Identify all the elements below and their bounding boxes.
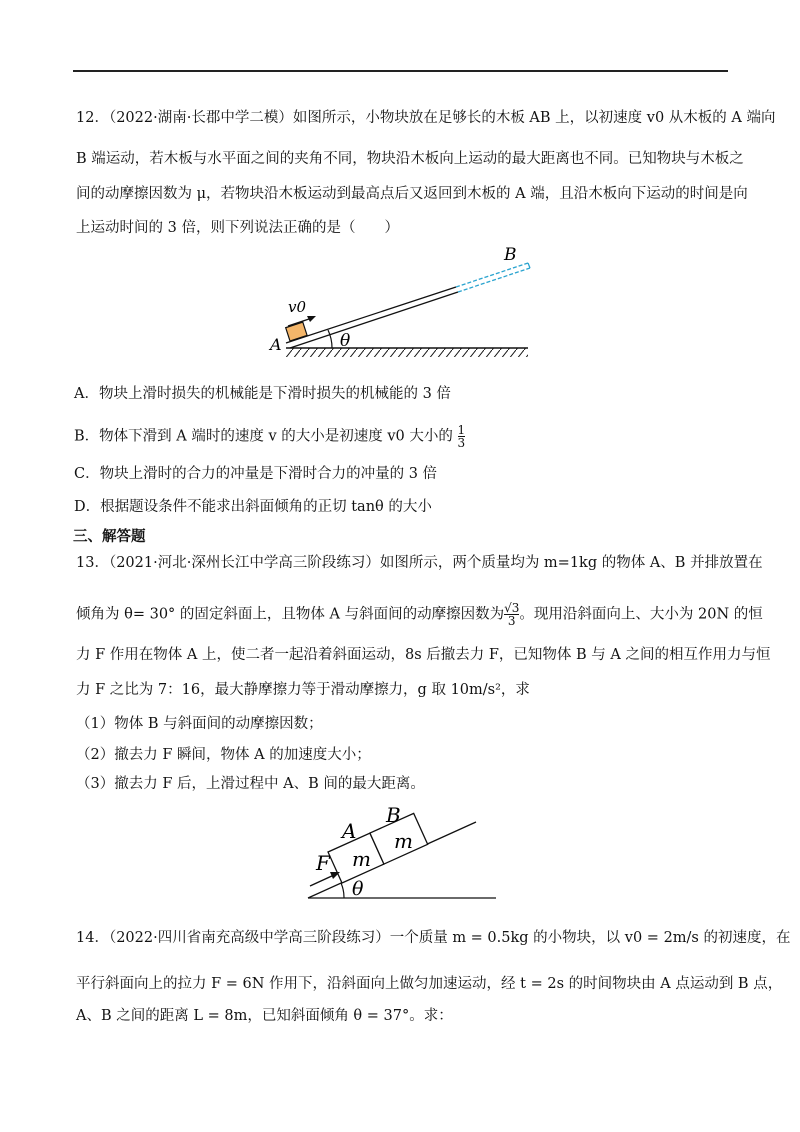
q13-subq-2: （2）撤去力 F 瞬间，物体 A 的加速度大小； [76, 747, 371, 763]
label-B: B [386, 803, 401, 827]
label-theta: θ [340, 331, 351, 351]
header-rule [73, 70, 728, 72]
q13-incline-figure [296, 800, 506, 905]
q12-incline-figure [260, 240, 550, 360]
label-A: A [270, 335, 282, 354]
q12-line-2: B 端运动，若木板与水平面之间的夹角不同，物块沿木板向上运动的最大距离也不同。已知物块与木板之 [76, 151, 744, 167]
board-extension-top [456, 263, 528, 287]
board-edge-bottom [290, 292, 458, 348]
fraction-one-third: $\frac{1}{3}$ [457, 423, 466, 450]
q12-line-4: 上运动时间的 3 倍，则下列说法正确的是（ ） [76, 220, 399, 236]
q12-line-1: 12．（2022·湖南·长郡中学二模）如图所示，小物块放在足够长的木板 AB 上，以初速度 v0 从木板的 A 端向 [76, 110, 776, 126]
q13-subq-3: （3）撤去力 F 后，上滑过程中 A、B 间的最大距离。 [76, 776, 425, 792]
q12-option-a: A．物块上滑时损失的机械能是下滑时损失的机械能的 3 倍 [74, 386, 451, 402]
label-B: B [504, 245, 517, 265]
label-v0: v0 [288, 298, 307, 316]
q13-line-3: 力 F 作用在物体 A 上，使二者一起沿着斜面运动，8s 后撤去力 F，已知物体 B 与 A 之间的相互作用力与恒 [76, 647, 771, 663]
label-m-2: m [394, 829, 413, 853]
q14-line-2: 平行斜面向上的拉力 F = 6N 作用下，沿斜面向上做匀加速运动，经 t = 2s 的时间物块由 A 点运动到 B 点， [76, 976, 783, 992]
fraction-root3-over-3: $\frac{√3}{3}$ [504, 601, 520, 628]
label-A: A [342, 819, 357, 843]
q13-line-4: 力 F 之比为 7：16，最大静摩擦力等于滑动摩擦力，g 取 10m/s²，求 [76, 682, 530, 698]
force-arrow [310, 875, 334, 886]
q13-line-2: 倾角为 θ= 30° 的固定斜面上，且物体 A 与斜面间的动摩擦因数为 $\frac{√3}{3}$ 。现用沿斜面向上、大小为 20N 的恒 [76, 601, 763, 628]
q14-line-1: 14．（2022·四川省南充高级中学高三阶段练习）一个质量 m = 0.5kg 的小物块，以 v0 = 2m/s 的初速度，在 [76, 930, 791, 946]
angle-arc [328, 330, 332, 348]
q12-option-b: B．物体下滑到 A 端时的速度 v 的大小是初速度 v0 大小的 $\frac{1}{3}$ [74, 423, 466, 450]
angle-arc [341, 883, 344, 898]
q13-subq-1: （1）物体 B 与斜面间的动摩擦因数； [76, 716, 323, 732]
label-F: F [316, 851, 330, 875]
q13-line-1: 13．（2021·河北·深州长江中学高三阶段练习）如图所示，两个质量均为 m=1kg 的物体 A、B 并排放置在 [76, 555, 763, 571]
label-m-1: m [352, 847, 371, 871]
q14-line-3: A、B 之间的距离 L = 8m，已知斜面倾角 θ = 37°。求： [76, 1008, 453, 1024]
q12-option-d: D．根据题设条件不能求出斜面倾角的正切 tanθ 的大小 [74, 499, 432, 515]
section-heading: 三、解答题 [73, 529, 146, 545]
board-extension-bottom [458, 268, 530, 292]
q12-line-3: 间的动摩擦因数为 μ，若物块沿木板运动到最高点后又返回到木板的 A 端，且沿木板向下运动的时间是向 [76, 186, 748, 202]
board-edge-top [286, 287, 456, 343]
ground-hatch [286, 348, 528, 357]
label-theta: θ [352, 878, 364, 900]
block-a [286, 322, 307, 341]
q12-option-c: C．物块上滑时的合力的冲量是下滑时合力的冲量的 3 倍 [74, 466, 438, 482]
